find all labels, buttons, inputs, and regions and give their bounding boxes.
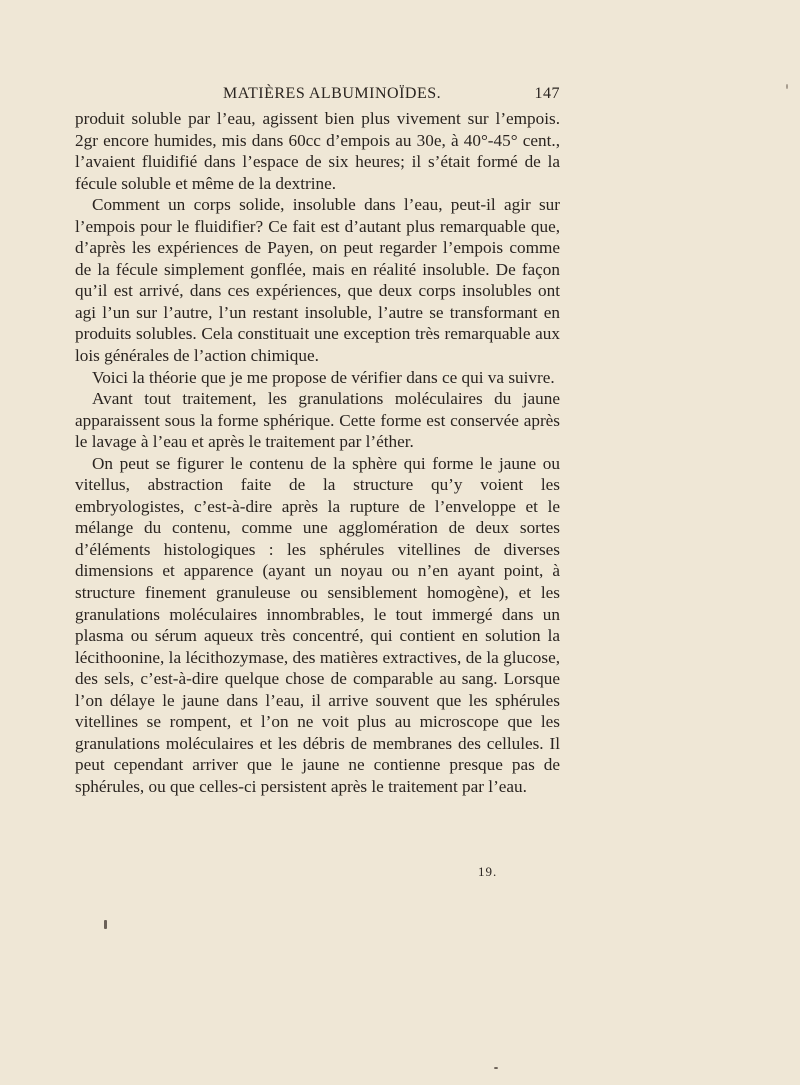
page-number: 147 [534, 85, 560, 102]
page-header [75, 85, 560, 109]
paragraph-4: Avant tout traitement, les granulations moléculaires du jaune apparaissent sous la forme sphérique. Cette forme est conservée après le lavage à l’eau et après le traitement par l’éther. [75, 389, 560, 452]
paper-speck [786, 84, 788, 89]
paragraph-3: Voici la théorie que je me propose de vérifier dans ce qui va suivre. [92, 367, 555, 387]
paper-speck [494, 1067, 498, 1069]
paragraph-1: produit soluble par l’eau, agissent bien plus vivement sur l’empois. 2gr encore humides, mis dans 60cc d’empois au 30e, à 40°-45° cent., l’avaient fluidifié dans l’espace de six heures; il s’était formé de la fécule soluble et même de la dextrine. [75, 109, 560, 193]
body-text [75, 108, 560, 798]
signature-mark: 19. [478, 864, 498, 879]
paper-speck [104, 920, 107, 929]
running-title: MATIÈRES ALBUMINOÏDES. [223, 85, 442, 102]
paragraph-2: Comment un corps solide, insoluble dans l’eau, peut-il agir sur l’empois pour le fluidifier? Ce fait est d’autant plus remarquable que, d’après les expériences de Payen, on peut regarder l’empois comme de la fécule simplement gonflée, mais en réalité insoluble. De façon qu’il est arrivé, dans ces expériences, que deux corps insolubles ont agi l’un sur l’autre, l’un restant insoluble, l’autre se transformant en produits solubles. Cela constituait une exception très remarquable aux lois générales de l’action chimique. [75, 195, 560, 366]
paragraph-5: On peut se figurer le contenu de la sphère qui forme le jaune ou vitellus, abstraction faite de la structure qu’y voient les embryologistes, c’est-à-dire après la rupture de l’enveloppe et le mélange du contenu, comme une agglomération de deux sortes d’éléments histologiques : les sphérules vitellines de diverses dimensions et apparence (ayant un noyau ou n’en ayant point, à structure finement granuleuse ou sensiblement homogène), et les granulations moléculaires innombrables, le tout immergé dans un plasma ou sérum aqueux très concentré, qui contient en solution la lécithoonine, la lécithozymase, des matières extractives, de la glucose, des sels, c’est-à-dire quelque chose de comparable au sang. Lorsque l’on délaye le jaune dans l’eau, il arrive souvent que les sphérules vitellines se rompent, et l’on ne voit plus au microscope que les granulations moléculaires et les débris de membranes des cellules. Il peut cependant arriver que le jaune ne contienne presque pas de sphérules, ou que celles-ci persistent après le traitement par l’eau. [75, 453, 560, 796]
